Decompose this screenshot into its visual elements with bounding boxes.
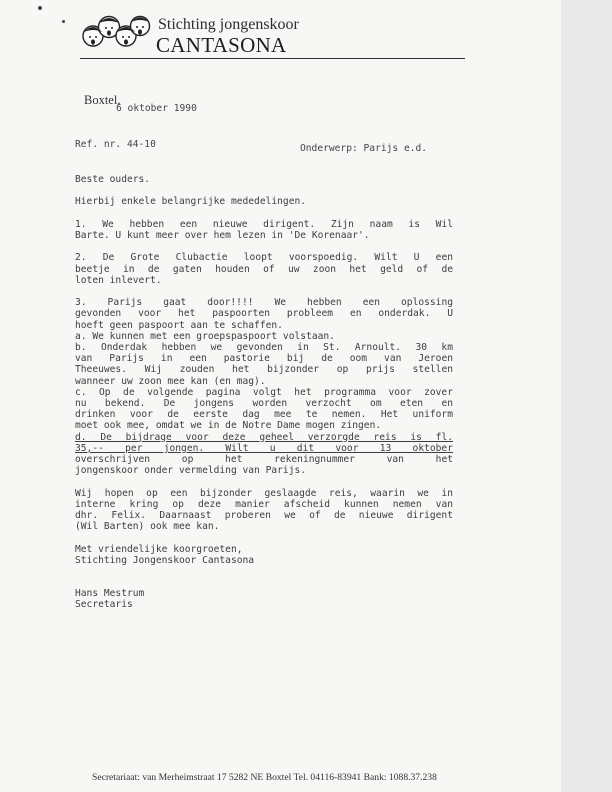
closing-line: Stichting Jongenskoor Cantasona (75, 554, 255, 566)
body-line: gevonden voor het paspoorten probleem en onderdak. U (75, 308, 453, 320)
letterhead-brand: CANTASONA (156, 33, 287, 57)
body-line: loten inlevert. (75, 274, 162, 286)
body-line: c. Op de volgende pagina volgt het programma voor zover (75, 386, 453, 398)
letter-subject: Onderwerp: Parijs e.d. (300, 143, 428, 154)
body-line: 3. Parijs gaat door!!!! We hebben een oplossing (75, 297, 453, 309)
letterhead-org-line: Stichting jongenskoor (158, 16, 299, 33)
paragraph-closing-wishes (75, 488, 453, 533)
choir-boys-logo-icon (80, 10, 152, 54)
body-line: drinken voor de eerste dag mee te nemen. Het uniform (75, 409, 453, 421)
signatory-name: Hans Mestrum (75, 588, 145, 600)
body-line: hoeft geen paspoort aan te schaffen. (75, 319, 283, 331)
intro-line: Hierbij enkele belangrijke mededelingen. (75, 196, 307, 208)
paragraph-new-conductor (75, 219, 453, 241)
body-line-underlined: 35,-- per jongen. Wilt u dit voor 13 oktober (75, 442, 453, 454)
paragraph-clubactie (75, 252, 453, 286)
body-line: dhr. Felix. Daarnaast proberen we of de nieuwe dirigent (75, 510, 453, 522)
body-line-underlined: d. De bijdrage voor deze geheel verzorgde reis is fl. (75, 431, 453, 443)
closing-line: Met vriendelijke koorgroeten, (75, 543, 243, 555)
signatory-title: Secretaris (75, 599, 133, 611)
paragraph-paris (75, 297, 453, 476)
body-line: overschrijven op het rekeningnummer van het (75, 454, 453, 466)
signature (75, 588, 453, 610)
body-line: Theeuwes. Wij zouden het bijzonder op prijs stellen (75, 364, 453, 376)
body-line: jongenskoor onder vermelding van Parijs. (75, 465, 307, 477)
letter-body (75, 174, 453, 622)
letter-footer: Secretariaat: van Merheimstraat 17 5282 NE Boxtel Tel. 04116-83941 Bank: 1088.37.238 (92, 772, 437, 783)
scan-speck (38, 6, 42, 10)
reference-number: Ref. nr. 44-10 (75, 139, 156, 150)
body-line: (Wil Barten) ook mee kan. (75, 521, 220, 533)
body-line: moet ook mee, omdat we in de Notre Dame mogen zingen. (75, 420, 382, 432)
body-line: interne kring op deze manier afscheid kunnen nemen van (75, 498, 453, 510)
letterhead-divider (80, 58, 465, 59)
salutation: Beste ouders. (75, 174, 151, 185)
body-line: Barte. U kunt meer over hem lezen in 'De Korenaar'. (75, 229, 370, 241)
body-line: Wij hopen op een bijzonder geslaagde reis, waarin we in (75, 487, 453, 499)
scan-speck (62, 20, 65, 23)
body-line: 2. De Grote Clubactie loopt voorspoedig. Wilt U een (75, 252, 453, 264)
body-line: nu bekend. De jongens worden verzocht om eten en (75, 398, 453, 409)
body-line: beetje in de gaten houden of uw zoon het geld of de (75, 263, 453, 275)
body-line: van Parijs in een pastorie bij de oom van Jeroen (75, 353, 453, 365)
body-line: a. We kunnen met een groepspaspoort volstaan. (75, 330, 335, 342)
letter-place: Boxtel, (84, 93, 121, 107)
letter-date: 6 oktober 1990 (116, 103, 197, 114)
closing (75, 544, 453, 566)
body-line: wanneer uw zoon mee kan (en mag). (75, 375, 266, 387)
body-line: b. Onderdak hebben we gevonden in St. Arnoult. 30 km (75, 341, 453, 353)
body-line: 1. We hebben een nieuwe dirigent. Zijn naam is Wil (75, 218, 453, 230)
